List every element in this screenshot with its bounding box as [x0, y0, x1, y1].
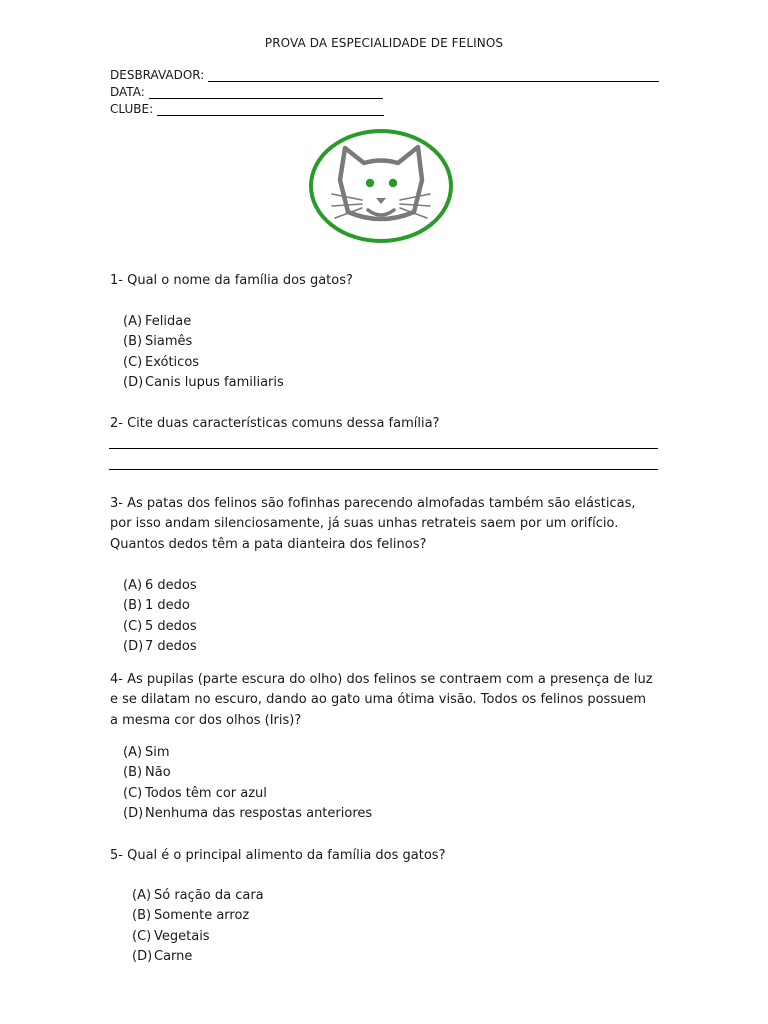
option-text: Todos têm cor azul — [145, 785, 267, 801]
option-key: (C) — [123, 354, 143, 370]
option-text: Somente arroz — [154, 908, 250, 924]
option-5a[interactable] — [132, 886, 264, 906]
option-key: (B) — [123, 765, 143, 781]
option-4c[interactable] — [123, 784, 372, 804]
option-3d[interactable] — [123, 637, 197, 657]
option-text: 7 dedos — [145, 639, 197, 655]
option-3a[interactable] — [123, 576, 197, 596]
option-key: (D) — [123, 639, 144, 655]
option-key: (A) — [123, 314, 143, 329]
option-4b[interactable] — [123, 763, 372, 783]
option-text: Sim — [145, 745, 170, 760]
question-4-options — [123, 743, 372, 825]
option-1c[interactable] — [123, 353, 284, 373]
option-key: (C) — [132, 928, 152, 944]
option-key: (A) — [123, 578, 143, 593]
question-5: 5- Qual é o principal alimento da família dos gatos? — [110, 848, 446, 863]
desbravador-field — [110, 68, 659, 82]
option-3b[interactable] — [123, 596, 197, 616]
option-3c[interactable] — [123, 617, 197, 637]
option-text: Não — [145, 765, 171, 781]
desbravador-label: DESBRAVADOR: — [110, 68, 205, 82]
option-key: (A) — [123, 745, 143, 760]
question-1-options — [123, 312, 284, 394]
question-3-options — [123, 576, 197, 658]
option-text: Carne — [154, 949, 193, 965]
question-1: 1- Qual o nome da família dos gatos? — [110, 273, 353, 288]
clube-label: CLUBE: — [110, 102, 154, 116]
data-label: DATA: — [110, 85, 145, 99]
option-1d[interactable] — [123, 373, 284, 393]
option-key: (B) — [123, 598, 143, 614]
option-key: (B) — [132, 908, 152, 924]
cat-face-icon — [308, 128, 454, 244]
data-field — [110, 85, 383, 99]
option-key: (C) — [123, 785, 143, 801]
option-text: Canis lupus familiaris — [145, 375, 284, 391]
answer-line-2[interactable] — [109, 469, 658, 470]
desbravador-input-line[interactable] — [208, 70, 659, 82]
page-title: PROVA DA ESPECIALIDADE DE FELINOS — [264, 36, 504, 50]
option-text: 5 dedos — [145, 618, 197, 634]
option-5b[interactable] — [132, 906, 264, 926]
question-2: 2- Cite duas características comuns dessa família? — [110, 416, 440, 431]
option-text: 6 dedos — [145, 578, 197, 593]
option-key: (D) — [123, 806, 144, 822]
option-text: Nenhuma das respostas anteriores — [145, 806, 373, 822]
option-5d[interactable] — [132, 947, 264, 967]
option-key: (B) — [123, 334, 143, 350]
option-text: Vegetais — [154, 928, 210, 944]
option-1a[interactable] — [123, 312, 284, 332]
option-4d[interactable] — [123, 804, 372, 824]
option-text: 1 dedo — [145, 598, 190, 614]
option-4a[interactable] — [123, 743, 372, 763]
option-text: Só ração da cara — [154, 888, 264, 903]
question-4: 4- As pupilas (parte escura do olho) dos felinos se contraem com a presença de luz e se dilatam no escuro, dando ao gato uma ótima visão. Todos os felinos possuem a mesma cor dos olhos (Iris)? — [110, 672, 653, 728]
option-text: Exóticos — [145, 354, 200, 370]
clube-field — [110, 102, 384, 116]
option-1b[interactable] — [123, 332, 284, 352]
question-5-options — [132, 886, 264, 968]
data-input-line[interactable] — [149, 87, 383, 99]
option-text: Siamês — [145, 334, 193, 350]
clube-input-line[interactable] — [157, 104, 384, 116]
option-key: (D) — [132, 949, 153, 965]
option-key: (C) — [123, 618, 143, 634]
option-key: (A) — [132, 888, 152, 903]
option-key: (D) — [123, 375, 144, 391]
option-text: Felidae — [145, 314, 192, 329]
answer-line-1[interactable] — [109, 448, 658, 449]
question-3: 3- As patas dos felinos são fofinhas parecendo almofadas também são elásticas, por isso andam silenciosamente, já suas unhas retrateis saem por um orifício. Quantos dedos têm a pata dianteira dos felinos? — [110, 496, 636, 552]
option-5c[interactable] — [132, 927, 264, 947]
